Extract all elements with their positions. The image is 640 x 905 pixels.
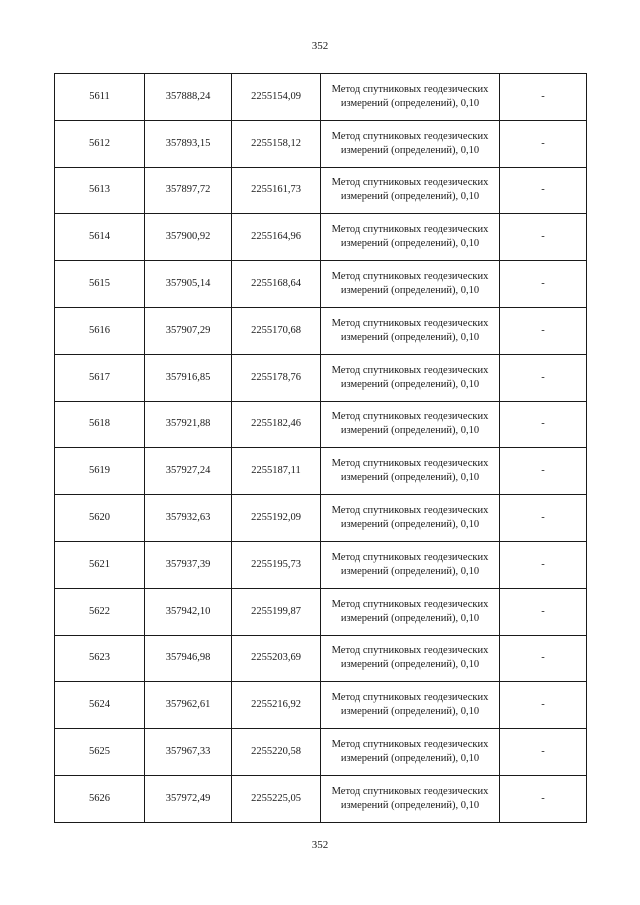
y-coordinate-cell: 2255203,69	[232, 635, 321, 682]
point-number-cell: 5614	[55, 214, 145, 261]
point-number-cell: 5623	[55, 635, 145, 682]
method-text: Метод спутниковых геодезических измерений (определений), 0,10	[331, 411, 489, 437]
y-coordinate-cell: 2255158,12	[232, 120, 321, 167]
x-coordinate-cell: 357972,49	[145, 775, 232, 822]
y-coordinate-cell: 2255220,58	[232, 729, 321, 776]
table-row	[55, 635, 587, 682]
page-number-bottom: 352	[311, 839, 329, 851]
method-cell	[321, 541, 500, 588]
note-cell: -	[500, 448, 587, 495]
point-number-cell: 5619	[55, 448, 145, 495]
x-coordinate-cell: 357937,39	[145, 541, 232, 588]
method-text: Метод спутниковых геодезических измерений (определений), 0,10	[331, 130, 489, 156]
note-cell: -	[500, 307, 587, 354]
table-row	[55, 401, 587, 448]
y-coordinate-cell: 2255199,87	[232, 588, 321, 635]
x-coordinate-cell: 357962,61	[145, 682, 232, 729]
x-coordinate-cell: 357893,15	[145, 120, 232, 167]
table-row	[55, 541, 587, 588]
method-text: Метод спутниковых геодезических измерений (определений), 0,10	[331, 364, 489, 390]
method-text: Метод спутниковых геодезических измерений (определений), 0,10	[331, 645, 489, 671]
method-text: Метод спутниковых геодезических измерений (определений), 0,10	[331, 739, 489, 765]
method-cell	[321, 635, 500, 682]
point-number-cell: 5620	[55, 495, 145, 542]
x-coordinate-cell: 357900,92	[145, 214, 232, 261]
method-cell	[321, 120, 500, 167]
method-cell	[321, 307, 500, 354]
method-text: Метод спутниковых геодезических измерений (определений), 0,10	[331, 317, 489, 343]
page-number-top: 352	[311, 40, 329, 52]
point-number-cell: 5617	[55, 354, 145, 401]
table-row	[55, 214, 587, 261]
note-cell: -	[500, 401, 587, 448]
table-row	[55, 682, 587, 729]
note-cell: -	[500, 354, 587, 401]
point-number-cell: 5626	[55, 775, 145, 822]
point-number-cell: 5611	[55, 74, 145, 121]
method-cell	[321, 167, 500, 214]
note-cell: -	[500, 74, 587, 121]
table-row	[55, 354, 587, 401]
x-coordinate-cell: 357916,85	[145, 354, 232, 401]
coordinates-table	[54, 73, 587, 823]
note-cell: -	[500, 261, 587, 308]
method-cell	[321, 448, 500, 495]
table-row	[55, 495, 587, 542]
y-coordinate-cell: 2255182,46	[232, 401, 321, 448]
x-coordinate-cell: 357888,24	[145, 74, 232, 121]
point-number-cell: 5624	[55, 682, 145, 729]
table-body	[55, 74, 587, 823]
note-cell: -	[500, 588, 587, 635]
table-row	[55, 120, 587, 167]
table-row	[55, 261, 587, 308]
y-coordinate-cell: 2255216,92	[232, 682, 321, 729]
note-cell: -	[500, 682, 587, 729]
note-cell: -	[500, 167, 587, 214]
x-coordinate-cell: 357932,63	[145, 495, 232, 542]
method-text: Метод спутниковых геодезических измерений (определений), 0,10	[331, 598, 489, 624]
method-text: Метод спутниковых геодезических измерений (определений), 0,10	[331, 692, 489, 718]
x-coordinate-cell: 357907,29	[145, 307, 232, 354]
note-cell: -	[500, 729, 587, 776]
method-cell	[321, 775, 500, 822]
method-text: Метод спутниковых геодезических измерений (определений), 0,10	[331, 458, 489, 484]
method-text: Метод спутниковых геодезических измерений (определений), 0,10	[331, 224, 489, 250]
table-row	[55, 167, 587, 214]
x-coordinate-cell: 357897,72	[145, 167, 232, 214]
y-coordinate-cell: 2255178,76	[232, 354, 321, 401]
point-number-cell: 5625	[55, 729, 145, 776]
method-text: Метод спутниковых геодезических измерений (определений), 0,10	[331, 271, 489, 297]
point-number-cell: 5621	[55, 541, 145, 588]
note-cell: -	[500, 120, 587, 167]
note-cell: -	[500, 775, 587, 822]
method-cell	[321, 214, 500, 261]
y-coordinate-cell: 2255168,64	[232, 261, 321, 308]
point-number-cell: 5615	[55, 261, 145, 308]
method-cell	[321, 74, 500, 121]
point-number-cell: 5613	[55, 167, 145, 214]
table-row	[55, 588, 587, 635]
x-coordinate-cell: 357942,10	[145, 588, 232, 635]
x-coordinate-cell: 357946,98	[145, 635, 232, 682]
x-coordinate-cell: 357927,24	[145, 448, 232, 495]
x-coordinate-cell: 357967,33	[145, 729, 232, 776]
note-cell: -	[500, 541, 587, 588]
method-text: Метод спутниковых геодезических измерений (определений), 0,10	[331, 177, 489, 203]
y-coordinate-cell: 2255154,09	[232, 74, 321, 121]
method-cell	[321, 495, 500, 542]
y-coordinate-cell: 2255187,11	[232, 448, 321, 495]
method-text: Метод спутниковых геодезических измерений (определений), 0,10	[331, 83, 489, 109]
point-number-cell: 5622	[55, 588, 145, 635]
x-coordinate-cell: 357905,14	[145, 261, 232, 308]
table-row	[55, 729, 587, 776]
method-cell	[321, 729, 500, 776]
note-cell: -	[500, 635, 587, 682]
x-coordinate-cell: 357921,88	[145, 401, 232, 448]
point-number-cell: 5618	[55, 401, 145, 448]
table-row	[55, 307, 587, 354]
y-coordinate-cell: 2255164,96	[232, 214, 321, 261]
y-coordinate-cell: 2255225,05	[232, 775, 321, 822]
point-number-cell: 5612	[55, 120, 145, 167]
table-row	[55, 74, 587, 121]
y-coordinate-cell: 2255195,73	[232, 541, 321, 588]
method-cell	[321, 261, 500, 308]
method-text: Метод спутниковых геодезических измерений (определений), 0,10	[331, 785, 489, 811]
y-coordinate-cell: 2255192,09	[232, 495, 321, 542]
method-text: Метод спутниковых геодезических измерений (определений), 0,10	[331, 505, 489, 531]
method-cell	[321, 682, 500, 729]
method-cell	[321, 588, 500, 635]
note-cell: -	[500, 495, 587, 542]
table-row	[55, 775, 587, 822]
point-number-cell: 5616	[55, 307, 145, 354]
method-cell	[321, 354, 500, 401]
y-coordinate-cell: 2255170,68	[232, 307, 321, 354]
method-text: Метод спутниковых геодезических измерений (определений), 0,10	[331, 551, 489, 577]
y-coordinate-cell: 2255161,73	[232, 167, 321, 214]
table-row	[55, 448, 587, 495]
method-cell	[321, 401, 500, 448]
note-cell: -	[500, 214, 587, 261]
